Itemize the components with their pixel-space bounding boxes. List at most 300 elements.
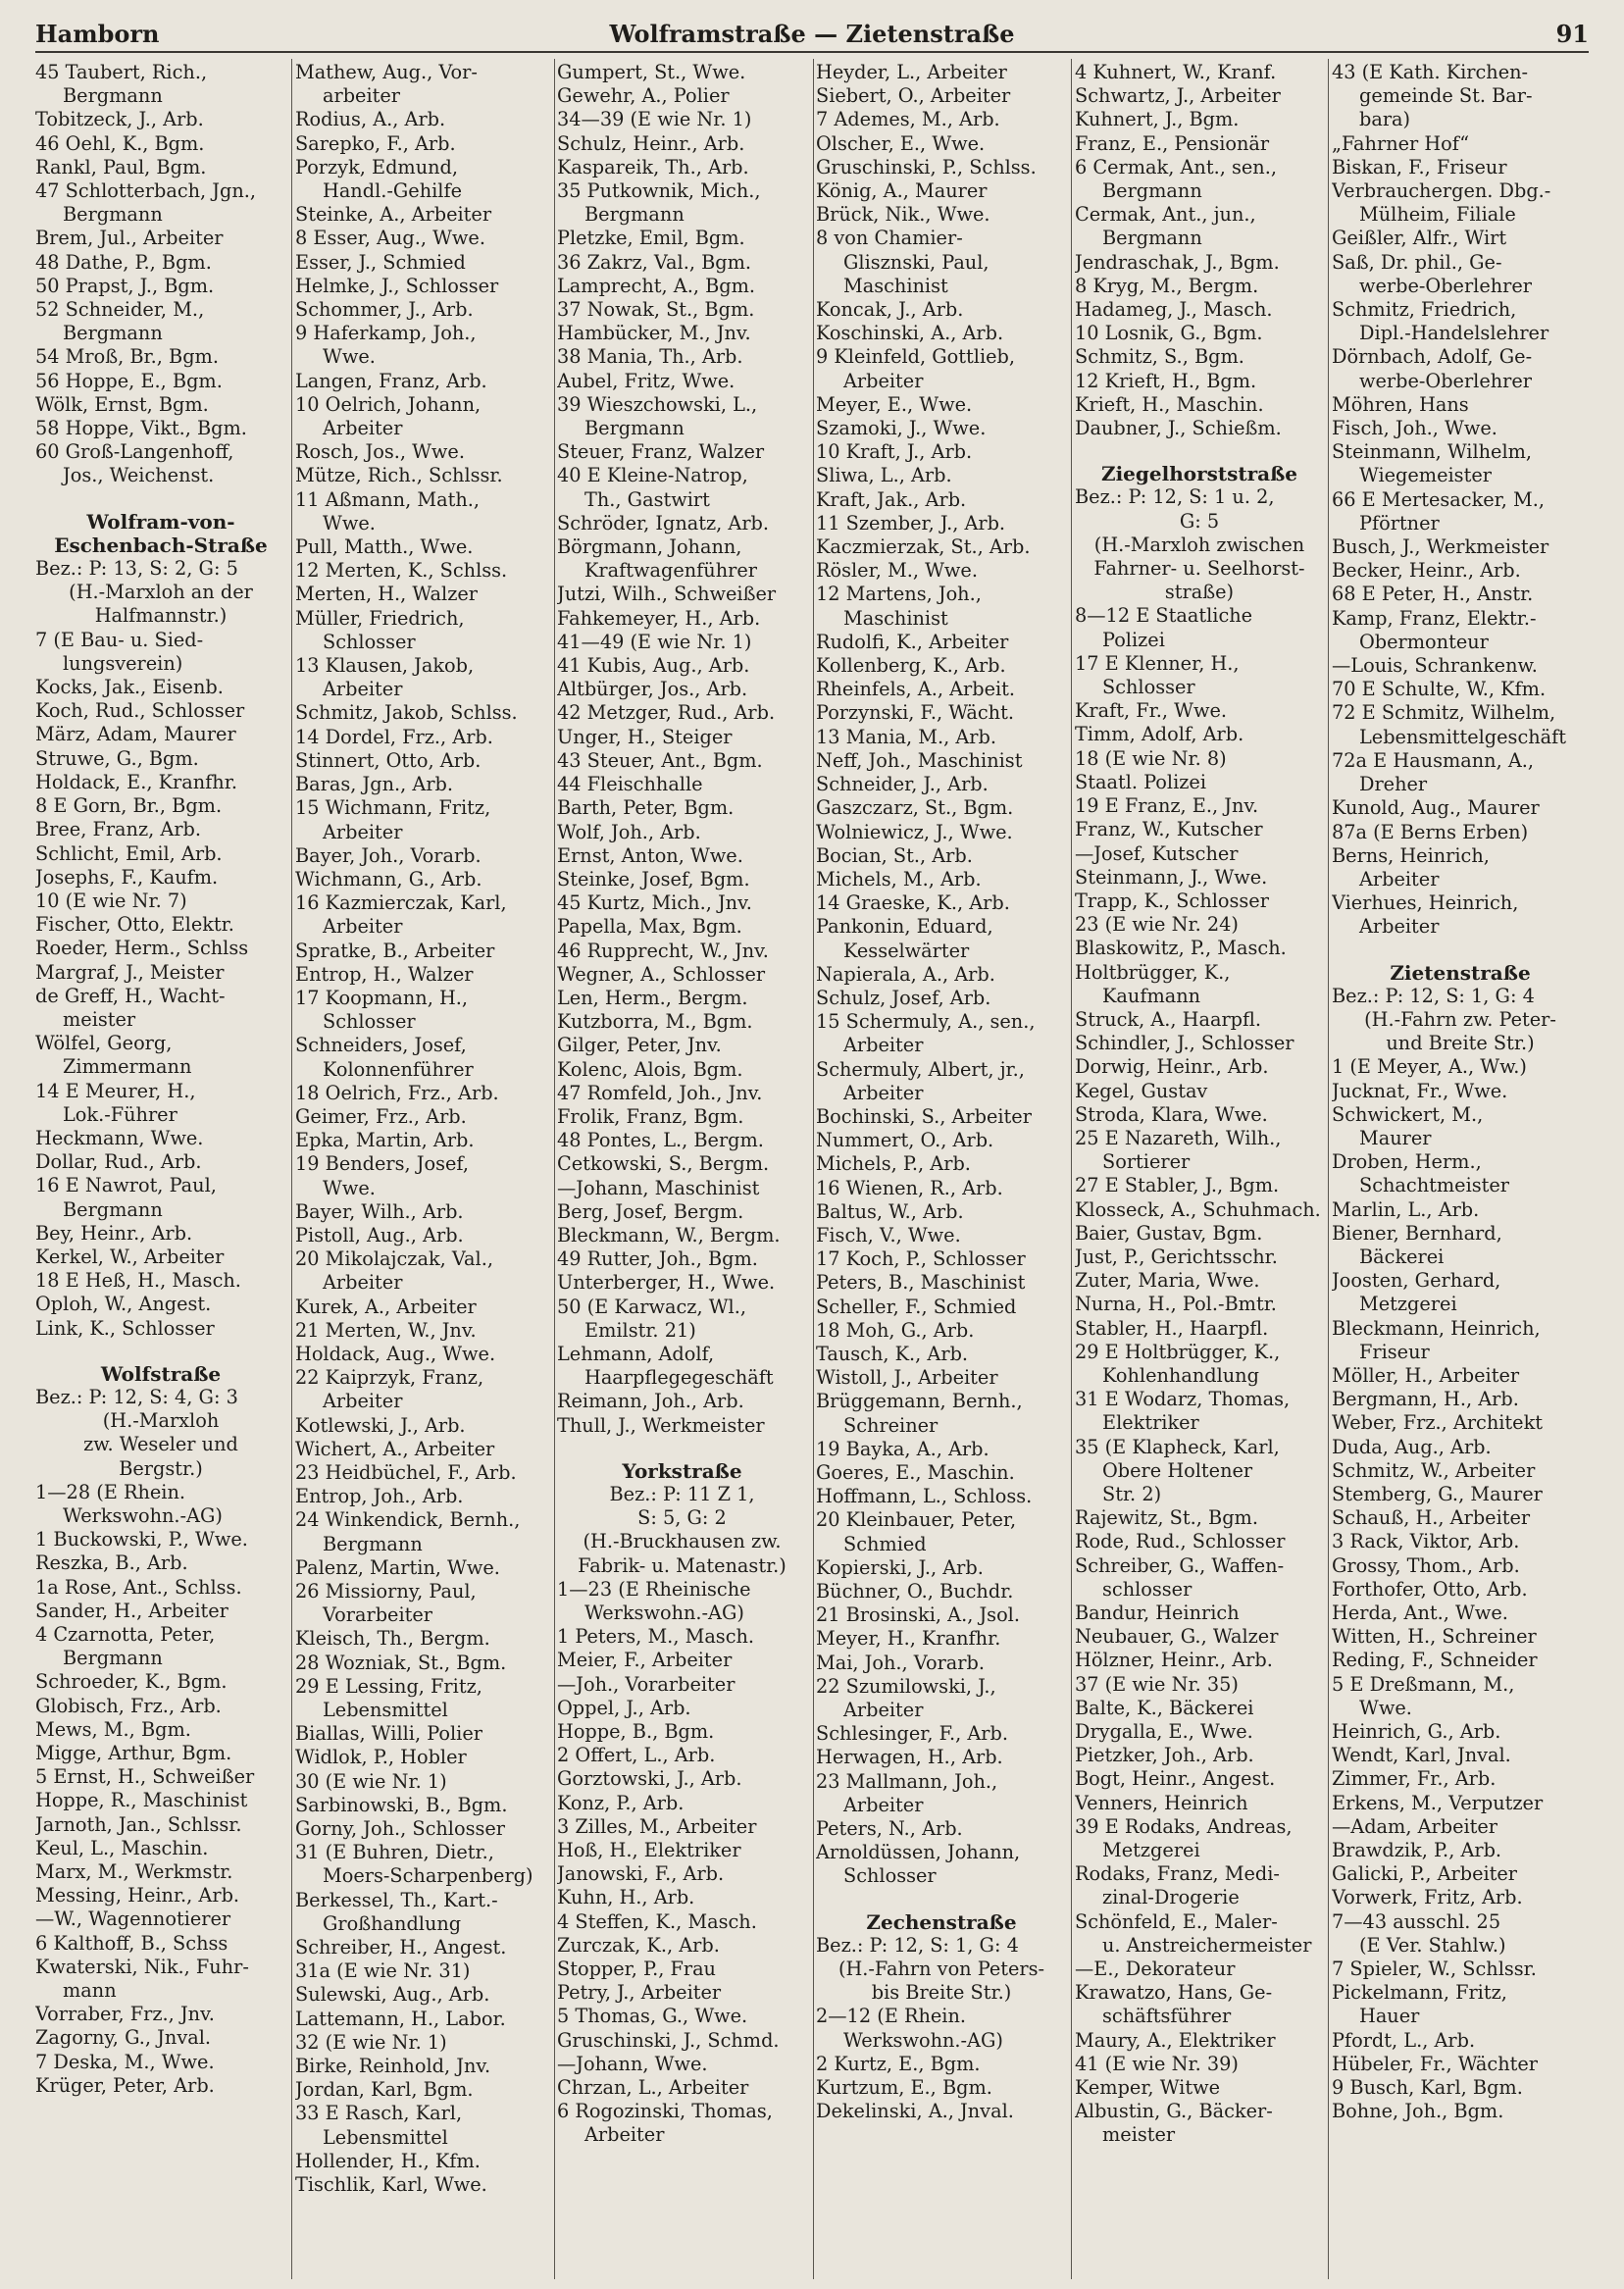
- directory-line: Schmitz, Friedrich,: [1332, 298, 1517, 322]
- directory-line: Sarbinowski, B., Bgm.: [295, 1793, 508, 1816]
- directory-line: de Greff, H., Wacht-: [35, 984, 226, 1007]
- directory-line: Trapp, K., Schlosser: [1075, 889, 1269, 912]
- directory-line: 12 Krieft, H., Bgm.: [1075, 369, 1257, 392]
- directory-line: Schlosser: [1102, 676, 1195, 699]
- directory-line: Witten, H., Schreiner: [1332, 1625, 1537, 1649]
- directory-line: Entrop, H., Walzer: [295, 962, 474, 986]
- directory-line: Schachtmeister: [1359, 1174, 1510, 1197]
- column-3: [557, 61, 807, 2277]
- directory-line: (H.-Marxloh: [102, 1409, 220, 1433]
- directory-line: 20 Kleinbauer, Peter,: [816, 1508, 1017, 1532]
- directory-line: Lehmann, Adolf,: [557, 1342, 715, 1365]
- directory-line: Hauer: [1359, 2005, 1420, 2028]
- directory-line: Kunold, Aug., Maurer: [1332, 796, 1540, 820]
- directory-line: Hölzner, Heinr., Arb.: [1075, 1649, 1273, 1672]
- directory-line: (H.-Fahrn zw. Peter-: [1364, 1007, 1556, 1031]
- directory-line: Friseur: [1359, 1340, 1430, 1363]
- directory-line: (H.-Marxloh zwischen: [1093, 533, 1305, 556]
- directory-line: Arbeiter: [323, 820, 403, 843]
- directory-line: Koncak, J., Arb.: [816, 298, 964, 322]
- directory-line: Bleckmann, Heinrich,: [1332, 1316, 1541, 1340]
- directory-line: Börgmann, Johann,: [557, 535, 742, 559]
- directory-line: 16 Kazmierczak, Karl,: [295, 891, 507, 915]
- directory-line: 11 Szember, J., Arb.: [816, 511, 1006, 534]
- directory-line: 45 Kurtz, Mich., Jnv.: [557, 891, 752, 915]
- directory-line: 72a E Hausmann, A.,: [1332, 748, 1535, 772]
- directory-line: Struck, A., Haarpfl.: [1075, 1007, 1261, 1031]
- directory-line: 48 Pontes, L., Bergm.: [557, 1129, 764, 1152]
- directory-line: Holdack, E., Kranfhr.: [35, 770, 237, 793]
- directory-line: Mülheim, Filiale: [1359, 203, 1516, 227]
- directory-line: bis Breite Str.): [871, 1981, 1012, 2005]
- directory-line: Petry, J., Arbeiter: [557, 1981, 722, 2005]
- directory-line: Bergstr.): [119, 1456, 203, 1480]
- directory-line: Kamp, Franz, Elektr.-: [1332, 606, 1537, 630]
- directory-line: Maschinist: [843, 274, 948, 297]
- directory-line: Schlosser: [323, 630, 416, 653]
- directory-line: und Breite Str.): [1386, 1032, 1535, 1055]
- directory-line: 6 Cermak, Ant., sen.,: [1075, 155, 1277, 178]
- directory-line: Pfordt, L., Arb.: [1332, 2028, 1476, 2052]
- directory-line: Bleckmann, W., Bergm.: [557, 1223, 781, 1246]
- directory-line: Schulz, Josef, Arb.: [816, 986, 991, 1009]
- directory-line: Großhandlung: [323, 1911, 462, 1935]
- directory-line: arbeiter: [323, 84, 401, 108]
- directory-line: 47 Schlotterbach, Jgn.,: [35, 179, 257, 203]
- directory-line: Joosten, Gerhard,: [1332, 1269, 1501, 1293]
- directory-line: 37 (E wie Nr. 35): [1075, 1672, 1239, 1696]
- directory-line: Arbeiter: [323, 417, 403, 440]
- directory-line: 25 E Nazareth, Wilh.,: [1075, 1126, 1282, 1149]
- directory-line: Möhren, Hans: [1332, 392, 1469, 416]
- header-street-range: Wolframstraße — Zietenstraße: [609, 20, 1015, 48]
- directory-line: Lebensmittelgeschäft: [1359, 725, 1567, 748]
- directory-line: Bergmann: [1102, 227, 1202, 250]
- directory-line: Timm, Adolf, Arb.: [1075, 723, 1244, 746]
- directory-line: Margraf, J., Meister: [35, 960, 225, 984]
- directory-line: Schmitz, Jakob, Schlss.: [295, 701, 518, 725]
- directory-line: Balte, K., Bäckerei: [1075, 1696, 1254, 1719]
- directory-line: 12 Merten, K., Schlss.: [295, 559, 508, 583]
- directory-line: Vorraber, Frz., Jnv.: [35, 2003, 215, 2026]
- directory-line: Szamoki, J., Wwe.: [816, 417, 987, 440]
- directory-line: Herda, Ant., Wwe.: [1332, 1602, 1508, 1624]
- directory-line: Biener, Bernhard,: [1332, 1221, 1502, 1245]
- directory-line: Schmitz, S., Bgm.: [1075, 345, 1244, 369]
- directory-line: 10 Kraft, J., Arb.: [816, 440, 973, 464]
- directory-line: 15 Wichmann, Fritz,: [295, 796, 491, 820]
- directory-line: Büchner, O., Buchdr.: [816, 1580, 1014, 1602]
- directory-line: Altbürger, Jos., Arb.: [557, 678, 748, 701]
- directory-line: Reimann, Joh., Arb.: [557, 1390, 744, 1413]
- directory-line: Roeder, Herm., Schlss: [35, 937, 249, 960]
- column-5: [1075, 61, 1324, 2277]
- directory-line: (H.-Marxloh an der: [69, 581, 253, 604]
- directory-line: 29 E Holtbrügger, K.,: [1075, 1340, 1281, 1363]
- directory-line: Widlok, P., Hobler: [295, 1746, 467, 1769]
- directory-line: 14 E Meurer, H.,: [35, 1079, 196, 1102]
- directory-line: 13 Mania, M., Arb.: [816, 725, 996, 748]
- directory-line: 16 Wienen, R., Arb.: [816, 1176, 1003, 1199]
- directory-line: Neubauer, G., Walzer: [1075, 1625, 1279, 1649]
- directory-line: Schlosser: [323, 1010, 416, 1034]
- directory-line: Geißler, Alfr., Wirt: [1332, 227, 1507, 250]
- directory-line: 41—49 (E wie Nr. 1): [557, 630, 752, 653]
- directory-line: Verbrauchergen. Dbg.-: [1332, 179, 1551, 203]
- directory-line: Müller, Friedrich,: [295, 606, 465, 630]
- page-header: [35, 20, 1589, 53]
- directory-line: 32 (E wie Nr. 1): [295, 2030, 447, 2054]
- directory-line: „Fahrner Hof“: [1332, 131, 1470, 155]
- column-2: [295, 61, 550, 2277]
- directory-line: 7 Deska, M., Wwe.: [35, 2050, 215, 2073]
- directory-line: Kolonnenführer: [323, 1057, 474, 1081]
- directory-line: Bayer, Joh., Vorarb.: [295, 843, 482, 867]
- column-6: [1332, 61, 1589, 2277]
- directory-line: Sliwa, L., Arb.: [816, 464, 952, 487]
- directory-line: 17 E Klenner, H.,: [1075, 651, 1240, 675]
- directory-line: Lattemann, H., Labor.: [295, 2007, 506, 2030]
- directory-line: Wwe.: [323, 345, 376, 369]
- directory-line: —Johann, Maschinist: [557, 1176, 760, 1199]
- directory-line: 14 Dordel, Frz., Arb.: [295, 725, 493, 748]
- directory-line: 52 Schneider, M.,: [35, 298, 205, 322]
- directory-line: Bandur, Heinrich: [1075, 1602, 1240, 1624]
- directory-line: Unterberger, H., Wwe.: [557, 1271, 776, 1295]
- directory-line: Brawdzik, P., Arb.: [1332, 1839, 1502, 1862]
- directory-line: Forthofer, Otto, Arb.: [1332, 1577, 1528, 1601]
- directory-line: Kutzborra, M., Bgm.: [557, 1010, 753, 1034]
- directory-line: 39 E Rodaks, Andreas,: [1075, 1814, 1293, 1838]
- directory-line: —E., Dekorateur: [1075, 1958, 1236, 1981]
- directory-line: 44 Fleischhalle: [557, 773, 703, 796]
- directory-line: mann: [63, 1979, 117, 2003]
- directory-line: Josephs, F., Kaufm.: [35, 865, 219, 889]
- directory-line: Holdack, Aug., Wwe.: [295, 1342, 496, 1365]
- directory-line: Schwickert, M.,: [1332, 1102, 1484, 1126]
- directory-line: Hoppe, B., Bgm.: [557, 1720, 715, 1744]
- directory-line: Vorarbeiter: [323, 1603, 432, 1627]
- directory-line: Kurtzum, E., Bgm.: [816, 2076, 992, 2100]
- directory-line: 18 E Heß, H., Masch.: [35, 1269, 241, 1293]
- directory-line: Zurczak, K., Arb.: [557, 1933, 720, 1957]
- directory-line: 70 E Schulte, W., Kfm.: [1332, 678, 1547, 701]
- directory-line: 18 Oelrich, Frz., Arb.: [295, 1081, 499, 1104]
- directory-line: 4 Steffen, K., Masch.: [557, 1909, 757, 1933]
- directory-line: Bey, Heinr., Arb.: [35, 1221, 193, 1245]
- directory-line: 68 E Peter, H., Anstr.: [1332, 583, 1534, 606]
- directory-line: straße): [1164, 581, 1235, 604]
- directory-line: Chrzan, L., Arbeiter: [557, 2076, 749, 2100]
- directory-line: —Louis, Schrankenw.: [1332, 654, 1538, 678]
- directory-line: Lok.-Führer: [63, 1102, 178, 1126]
- directory-line: Stabler, H., Haarpfl.: [1075, 1316, 1269, 1340]
- directory-line: Baltus, W., Arb.: [816, 1199, 964, 1223]
- directory-line: Cermak, Ant., jun.,: [1075, 203, 1256, 227]
- directory-line: Marlin, L., Arb.: [1332, 1197, 1480, 1221]
- directory-line: Michels, P., Arb.: [816, 1152, 971, 1176]
- directory-line: Peters, B., Maschinist: [816, 1271, 1026, 1295]
- directory-line: Steinke, Josef, Bgm.: [557, 867, 750, 890]
- column-divider: [813, 59, 814, 2279]
- directory-line: Schindler, J., Schlosser: [1075, 1032, 1294, 1055]
- directory-line: 87a (E Berns Erben): [1332, 820, 1529, 843]
- directory-line: Schwartz, J., Arbeiter: [1075, 84, 1281, 108]
- directory-line: Epka, Martin, Arb.: [295, 1129, 475, 1152]
- directory-line: Bez.: P: 12, S: 1, G: 4: [1332, 984, 1535, 1007]
- directory-line: Oploh, W., Angest.: [35, 1293, 212, 1316]
- directory-line: Herwagen, H., Arb.: [816, 1746, 1003, 1769]
- directory-line: Vierhues, Heinrich,: [1332, 891, 1519, 915]
- directory-line: Bergmann: [584, 417, 685, 440]
- directory-line: Schmitz, W., Arbeiter: [1332, 1458, 1536, 1482]
- street-heading: Wolfram-von-: [86, 509, 235, 534]
- directory-line: —Adam, Arbeiter: [1332, 1814, 1498, 1838]
- directory-line: Meyer, H., Kranfhr.: [816, 1627, 1001, 1651]
- directory-line: 18 Moh, G., Arb.: [816, 1318, 975, 1342]
- directory-line: Dorwig, Heinr., Arb.: [1075, 1055, 1269, 1079]
- directory-line: Steinmann, J., Wwe.: [1075, 865, 1268, 889]
- directory-line: Kraft, Fr., Wwe.: [1075, 699, 1227, 723]
- directory-line: Dipl.-Handelslehrer: [1359, 322, 1549, 345]
- directory-line: bara): [1359, 108, 1411, 131]
- directory-line: Bez.: P: 11 Z 1,: [609, 1482, 755, 1505]
- directory-line: Krawatzo, Hans, Ge-: [1075, 1981, 1273, 2005]
- directory-line: 50 (E Karwacz, Wl.,: [557, 1295, 746, 1318]
- directory-line: Zimmer, Fr., Arb.: [1332, 1767, 1497, 1791]
- directory-line: 38 Mania, Th., Arb.: [557, 345, 743, 369]
- directory-line: Schlosser: [843, 1864, 937, 1888]
- directory-line: Jutzi, Wilh., Schweißer: [557, 583, 777, 606]
- directory-line: 1 Buckowski, P., Wwe.: [35, 1528, 248, 1551]
- directory-line: 9 Haferkamp, Joh.,: [295, 322, 477, 345]
- directory-line: Arbeiter: [1359, 915, 1440, 939]
- directory-line: Gorny, Joh., Schlosser: [295, 1817, 505, 1841]
- directory-line: Sulewski, Aug., Arb.: [295, 1983, 490, 2007]
- directory-line: Scheller, F., Schmied: [816, 1295, 1017, 1318]
- directory-line: Arbeiter: [843, 369, 924, 392]
- directory-line: Pistoll, Aug., Arb.: [295, 1223, 464, 1246]
- directory-line: Langen, Franz, Arb.: [295, 369, 487, 392]
- directory-line: Helmke, J., Schlosser: [295, 274, 499, 297]
- directory-line: 26 Missiorny, Paul,: [295, 1580, 477, 1602]
- directory-line: Rheinfels, A., Arbeit.: [816, 678, 1016, 701]
- directory-line: Holtbrügger, K.,: [1075, 960, 1231, 984]
- directory-line: 2—12 (E Rhein.: [816, 2005, 966, 2028]
- directory-line: Franz, E., Pensionär: [1075, 131, 1270, 155]
- directory-line: Jos., Weichenst.: [63, 464, 215, 487]
- directory-line: 16 E Nawrot, Paul,: [35, 1174, 217, 1197]
- directory-line: Zagorny, G., Jnval.: [35, 2026, 211, 2050]
- directory-line: (E Ver. Stahlw.): [1359, 1933, 1506, 1957]
- directory-line: Gewehr, A., Polier: [557, 84, 730, 108]
- directory-line: 39 Wieszchowski, L.,: [557, 392, 758, 416]
- directory-line: 1 Peters, M., Masch.: [557, 1625, 755, 1649]
- directory-line: Neff, Joh., Maschinist: [816, 748, 1023, 772]
- directory-line: 3 Zilles, M., Arbeiter: [557, 1814, 757, 1838]
- directory-line: Schauß, H., Arbeiter: [1332, 1506, 1531, 1530]
- directory-line: Heyder, L., Arbeiter: [816, 61, 1007, 83]
- directory-line: Fischer, Otto, Elektr.: [35, 913, 234, 937]
- directory-line: 5 Ernst, H., Schweißer: [35, 1765, 255, 1789]
- directory-line: Bäckerei: [1359, 1245, 1445, 1268]
- directory-line: 50 Prapst, J., Bgm.: [35, 274, 215, 297]
- header-rule: [35, 51, 1589, 53]
- directory-line: Steuer, Franz, Walzer: [557, 440, 765, 464]
- directory-line: 72 E Schmitz, Wilhelm,: [1332, 701, 1556, 725]
- directory-line: 4 Kuhnert, W., Kranf.: [1075, 61, 1277, 83]
- directory-line: Dollar, Rud., Arb.: [35, 1150, 202, 1174]
- directory-line: Cetkowski, S., Bergm.: [557, 1152, 770, 1176]
- directory-line: G: 5: [1179, 509, 1220, 533]
- directory-line: 17 Koch, P., Schlosser: [816, 1247, 1026, 1271]
- directory-line: Mütze, Rich., Schlssr.: [295, 464, 503, 487]
- directory-line: Janowski, F., Arb.: [557, 1862, 725, 1886]
- directory-line: 17 Koopmann, H.,: [295, 986, 469, 1009]
- directory-line: Zimmermann: [63, 1055, 192, 1079]
- directory-line: Erkens, M., Verputzer: [1332, 1791, 1544, 1814]
- directory-line: 42 Metzger, Rud., Arb.: [557, 701, 776, 725]
- directory-line: Werkswohn.-AG): [63, 1503, 223, 1527]
- directory-line: 30 (E wie Nr. 1): [295, 1769, 447, 1793]
- directory-line: Hübeler, Fr., Wächter: [1332, 2052, 1539, 2075]
- directory-line: Tausch, K., Arb.: [816, 1342, 969, 1365]
- directory-line: Becker, Heinr., Arb.: [1332, 559, 1521, 583]
- directory-line: werbe-Oberlehrer: [1359, 274, 1533, 297]
- directory-line: Hoppe, R., Maschinist: [35, 1789, 248, 1812]
- directory-line: Reszka, B., Arb.: [35, 1551, 188, 1575]
- directory-line: Kaczmierzak, St., Arb.: [816, 535, 1031, 559]
- directory-line: Schlesinger, F., Arb.: [816, 1722, 1008, 1746]
- street-heading: Wolfstraße: [100, 1361, 222, 1386]
- directory-line: Birke, Reinhold, Jnv.: [295, 2055, 491, 2078]
- directory-line: Arbeiter: [1359, 867, 1440, 890]
- directory-line: Dörnbach, Adolf, Ge-: [1332, 345, 1533, 369]
- directory-line: Schommer, J., Arb.: [295, 298, 474, 322]
- directory-line: schäftsführer: [1102, 2005, 1232, 2028]
- directory-line: Kotlewski, J., Arb.: [295, 1413, 466, 1437]
- directory-line: Unger, H., Steiger: [557, 725, 733, 748]
- directory-line: Grossy, Thom., Arb.: [1332, 1553, 1520, 1577]
- directory-line: Stemberg, G., Maurer: [1332, 1482, 1543, 1505]
- directory-line: Dreher: [1359, 773, 1428, 796]
- street-heading: Zechenstraße: [866, 1909, 1017, 1934]
- directory-line: Brem, Jul., Arbeiter: [35, 227, 224, 250]
- directory-line: Kopierski, J., Arb.: [816, 1555, 984, 1579]
- directory-line: Maury, A., Elektriker: [1075, 2028, 1276, 2052]
- directory-line: Biallas, Willi, Polier: [295, 1722, 482, 1746]
- directory-line: 43 Steuer, Ant., Bgm.: [557, 748, 763, 772]
- directory-line: 45 Taubert, Rich.,: [35, 61, 208, 83]
- directory-line: 29 E Lessing, Fritz,: [295, 1674, 482, 1698]
- directory-line: Wiegemeister: [1359, 464, 1492, 487]
- directory-line: Spratke, B., Arbeiter: [295, 939, 495, 962]
- directory-line: Barth, Peter, Bgm.: [557, 796, 735, 820]
- directory-line: Bergmann: [63, 84, 163, 108]
- street-heading: Zietenstraße: [1390, 960, 1531, 985]
- directory-line: Arbeiter: [843, 1081, 924, 1104]
- directory-line: Arbeiter: [323, 915, 403, 939]
- directory-line: Bohne, Joh., Bgm.: [1332, 2100, 1504, 2123]
- directory-line: Schlicht, Emil, Arb.: [35, 841, 223, 865]
- directory-line: Elektriker: [1102, 1411, 1199, 1435]
- directory-line: Drygalla, E., Wwe.: [1075, 1720, 1253, 1744]
- directory-line: Bergmann: [63, 322, 163, 345]
- section-gap: [816, 1889, 1067, 1910]
- directory-line: Bergmann: [323, 1532, 423, 1555]
- directory-line: Schermuly, Albert, jr.,: [816, 1057, 1025, 1081]
- directory-line: Lebensmittel: [323, 2125, 448, 2149]
- directory-line: 19 Bayka, A., Arb.: [816, 1437, 990, 1460]
- directory-line: 35 (E Klapheck, Karl,: [1075, 1435, 1280, 1458]
- directory-line: Globisch, Frz., Arb.: [35, 1694, 222, 1717]
- directory-line: Bergmann: [63, 203, 163, 227]
- directory-line: Schneiders, Josef,: [295, 1034, 467, 1057]
- directory-line: 19 Benders, Josef,: [295, 1152, 470, 1176]
- directory-line: Schneider, J., Arb.: [816, 773, 989, 796]
- directory-line: 15 Schermuly, A., sen.,: [816, 1010, 1036, 1034]
- directory-line: Just, P., Gerichtsschr.: [1075, 1245, 1278, 1268]
- directory-line: Vorwerk, Fritz, Arb.: [1332, 1886, 1523, 1909]
- directory-line: Stinnert, Otto, Arb.: [295, 748, 482, 772]
- directory-line: Maschinist: [843, 606, 948, 630]
- directory-line: 22 Kaiprzyk, Franz,: [295, 1366, 484, 1390]
- directory-line: Krieft, H., Maschin.: [1075, 392, 1264, 416]
- directory-line: 8 Kryg, M., Bergm.: [1075, 274, 1259, 297]
- directory-line: Hambücker, M., Jnv.: [557, 322, 751, 345]
- directory-line: Bez.: P: 12, S: 1, G: 4: [816, 1933, 1019, 1957]
- directory-line: Bergmann: [63, 1197, 163, 1221]
- directory-line: Link, K., Schlosser: [35, 1316, 215, 1340]
- section-gap: [35, 488, 286, 510]
- directory-line: 1—28 (E Rhein.: [35, 1480, 185, 1503]
- directory-line: Hollender, H., Kfm.: [295, 2149, 481, 2172]
- directory-line: Staatl. Polizei: [1075, 770, 1206, 793]
- directory-line: Koch, Rud., Schlosser: [35, 699, 245, 723]
- directory-line: Napierala, A., Arb.: [816, 962, 995, 986]
- directory-line: Bez.: P: 12, S: 1 u. 2,: [1075, 485, 1275, 509]
- directory-line: 20 Mikolajczak, Val.,: [295, 1247, 493, 1271]
- directory-line: Jucknat, Fr., Wwe.: [1332, 1079, 1508, 1102]
- directory-line: 41 (E wie Nr. 39): [1075, 2052, 1239, 2075]
- directory-line: Arnoldüssen, Johann,: [816, 1841, 1021, 1864]
- directory-line: Schröder, Ignatz, Arb.: [557, 511, 770, 534]
- directory-line: Entrop, Joh., Arb.: [295, 1485, 464, 1508]
- directory-line: Schulz, Heinr., Arb.: [557, 131, 745, 155]
- directory-line: Goeres, E., Maschin.: [816, 1460, 1015, 1484]
- directory-line: 46 Rupprecht, W., Jnv.: [557, 939, 769, 962]
- directory-line: Kraft, Jak., Arb.: [816, 487, 967, 511]
- column-divider: [1328, 59, 1329, 2279]
- column-divider: [554, 59, 555, 2279]
- directory-line: Gruschinski, J., Schmd.: [557, 2028, 780, 2052]
- directory-line: 10 Oelrich, Johann,: [295, 392, 482, 416]
- header-city: Hamborn: [35, 20, 160, 48]
- directory-line: Polizei: [1102, 628, 1165, 651]
- directory-line: Kwaterski, Nik., Fuhr-: [35, 1955, 249, 1978]
- directory-line: Arbeiter: [323, 678, 403, 701]
- directory-line: Bergmann, H., Arb.: [1332, 1388, 1519, 1411]
- directory-line: 8 von Chamier-: [816, 227, 963, 250]
- directory-line: Aubel, Fritz, Wwe.: [557, 369, 736, 392]
- directory-line: zinal-Drogerie: [1102, 1886, 1240, 1909]
- section-gap: [557, 1438, 807, 1459]
- page-number: 91: [1555, 20, 1589, 48]
- directory-line: Schmied: [843, 1532, 927, 1555]
- directory-line: Struwe, G., Bgm.: [35, 746, 199, 770]
- directory-line: Bez.: P: 12, S: 4, G: 3: [35, 1385, 238, 1408]
- directory-line: Gilger, Peter, Jnv.: [557, 1034, 722, 1057]
